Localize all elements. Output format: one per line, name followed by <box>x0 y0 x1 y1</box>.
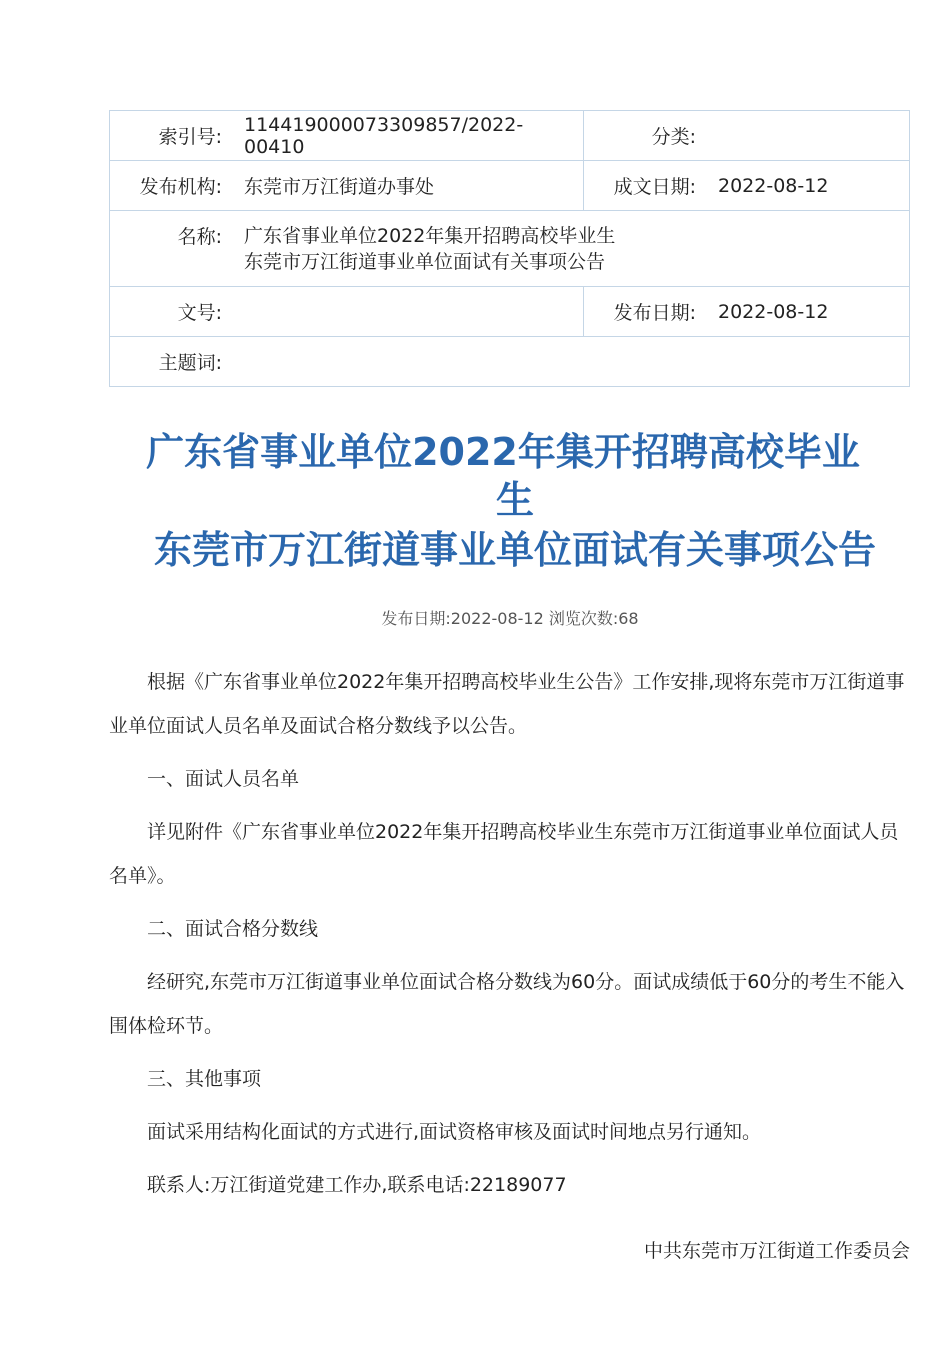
index-cell <box>110 111 584 161</box>
docno-cell <box>110 287 584 337</box>
paragraph-section-1: 详见附件《广东省事业单位2022年集开招聘高校毕业生东莞市万江街道事业单位面试人员名单》。 <box>109 821 899 887</box>
section-heading-2: 二、面试合格分数线 <box>147 918 319 940</box>
section-heading-1: 一、面试人员名单 <box>147 768 300 790</box>
paragraph-section-3: 面试采用结构化面试的方式进行,面试资格审核及面试时间地点另行通知。 <box>147 1121 762 1143</box>
published-date-label: 发布日期: <box>613 302 696 324</box>
signature: 中共东莞市万江街道工作委员会 <box>643 1240 910 1262</box>
title-line-2: 生 <box>495 478 534 522</box>
name-label: 名称: <box>177 226 222 248</box>
article-body <box>109 660 909 1216</box>
docno-label: 文号: <box>177 302 222 324</box>
article-title <box>100 428 930 574</box>
keywords-cell <box>110 337 910 387</box>
publisher-value: 东莞市万江街道办事处 <box>244 176 435 198</box>
created-date-cell <box>584 161 910 211</box>
created-date-value: 2022-08-12 <box>718 174 829 197</box>
title-line-1: 广东省事业单位2022年集开招聘高校毕业 <box>146 430 860 474</box>
index-label: 索引号: <box>158 126 222 148</box>
name-line-1: 广东省事业单位2022年集开招聘高校毕业生 <box>244 224 616 247</box>
title-line-3: 东莞市万江街道事业单位面试有关事项公告 <box>153 528 876 572</box>
paragraph-intro: 根据《广东省事业单位2022年集开招聘高校毕业生公告》工作安排,现将东莞市万江街道事业单位面试人员名单及面试合格分数线予以公告。 <box>109 671 905 737</box>
published-date-cell <box>584 287 910 337</box>
category-label: 分类: <box>651 126 696 148</box>
created-date-label: 成文日期: <box>613 176 696 198</box>
category-cell <box>584 111 910 161</box>
section-heading-3: 三、其他事项 <box>147 1068 262 1090</box>
publisher-label: 发布机构: <box>139 176 222 198</box>
publisher-cell <box>110 161 584 211</box>
name-cell <box>110 211 910 287</box>
name-value <box>222 223 615 275</box>
contact-line: 联系人:万江街道党建工作办,联系电话:22189077 <box>147 1174 567 1196</box>
document-meta-table <box>109 110 910 387</box>
keywords-label: 主题词: <box>158 352 222 374</box>
publish-info: 发布日期:2022-08-12 浏览次数:68 <box>381 609 639 628</box>
name-line-2: 东莞市万江街道事业单位面试有关事项公告 <box>244 250 606 273</box>
index-value: 114419000073309857/2022-00410 <box>244 113 524 158</box>
published-date-value: 2022-08-12 <box>718 300 829 323</box>
paragraph-section-2: 经研究,东莞市万江街道事业单位面试合格分数线为60分。面试成绩低于60分的考生不能入围体检环节。 <box>109 971 905 1037</box>
